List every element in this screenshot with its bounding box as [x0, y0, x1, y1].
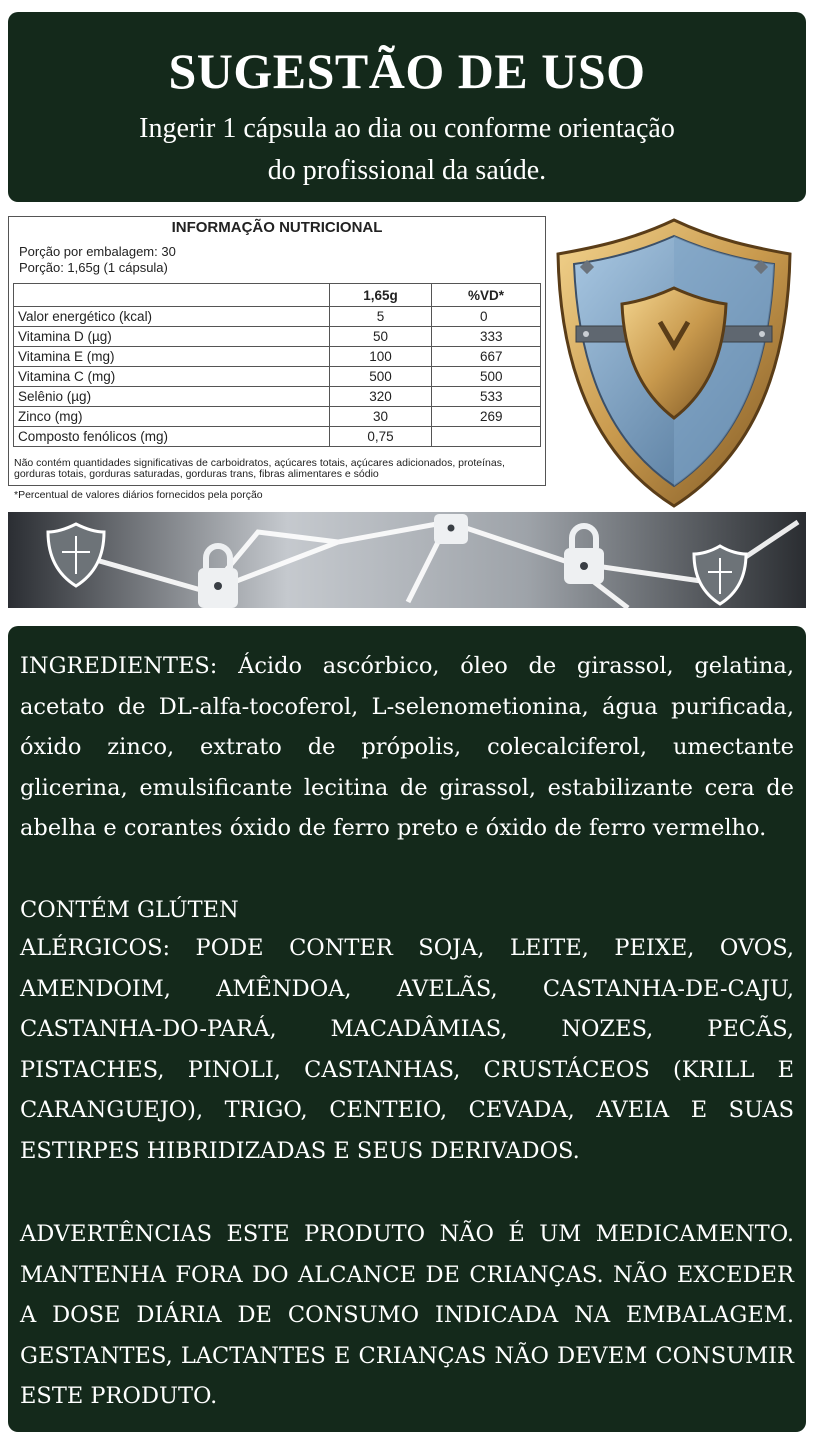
nutrient-name: Selênio (µg) [14, 387, 330, 407]
nutrient-dv [432, 427, 541, 447]
nutrition-footnote: *Percentual de valores diários fornecidos pela porção [14, 489, 263, 501]
nutrient-name: Vitamina E (mg) [14, 347, 330, 367]
nutrition-row [14, 387, 541, 407]
portion-size: Porção: 1,65g (1 cápsula) [19, 260, 168, 275]
header-amount: 1,65g [330, 284, 432, 307]
nutrition-row [14, 427, 541, 447]
nutrient-name: Valor energético (kcal) [14, 307, 330, 327]
nutrient-amount: 100 [330, 347, 432, 367]
nutrient-dv: 500 [432, 367, 541, 387]
nutrient-dv: 269 [432, 407, 541, 427]
header-nutrient [14, 284, 330, 307]
nutrient-amount: 0,75 [330, 427, 432, 447]
allergens-text: ALÉRGICOS: PODE CONTER SOJA, LEITE, PEIXE, OVOS, AMENDOIM, AMÊNDOA, AVELÃS, CASTANHA-DE-CAJU, CASTANHA-DO-PARÁ, MACADÂMIAS, NOZES, PECÃS, PISTACHES, PINOLI, CASTANHAS, CRUSTÁCEOS (KRILL E CARANGUEJO), TRIGO, CENTEIO, CEVADA, AVEIA E SUAS ESTIRPES HIBRIDIZADAS E SEUS DERIVADOS. [20, 935, 794, 1164]
nutrient-name: Composto fenólicos (mg) [14, 427, 330, 447]
nutrition-row [14, 367, 541, 387]
nutrient-dv: 533 [432, 387, 541, 407]
servings-per-package: Porção por embalagem: 30 [19, 244, 176, 259]
usage-text [8, 108, 806, 192]
nutrient-dv: 667 [432, 347, 541, 367]
security-banner-image [8, 512, 806, 608]
usage-panel [8, 12, 806, 202]
nutrient-dv: 0 [432, 307, 541, 327]
nutrition-row [14, 307, 541, 327]
nutrient-amount: 320 [330, 387, 432, 407]
nutrition-note: Não contém quantidades significativas de carboidratos, açúcares totais, açúcares adicionados, proteínas, gorduras totais, gorduras saturadas, gorduras trans, fibras alimentares e sódio [14, 457, 505, 480]
nutrition-row [14, 347, 541, 367]
nutrient-name: Zinco (mg) [14, 407, 330, 427]
usage-line-1: Ingerir 1 cápsula ao dia ou conforme orientação [139, 113, 675, 144]
nutrient-name: Vitamina D (µg) [14, 327, 330, 347]
nutrition-row [14, 327, 541, 347]
ingredients-text: INGREDIENTES: Ácido ascórbico, óleo de girassol, gelatina, acetato de DL-alfa-tocoferol, L-selenometionina, água purificada, óxido zinco, extrato de própolis, colecalciferol, umectante glicerina, emulsificante lecitina de girassol, estabilizante cera de abelha e corantes óxido de ferro preto e óxido de ferro vermelho. [20, 653, 794, 841]
nutrition-header-row [14, 284, 541, 307]
usage-title: SUGESTÃO DE USO [168, 43, 646, 99]
gluten-notice: CONTÉM GLÚTEN [20, 897, 239, 923]
nutrient-amount: 5 [330, 307, 432, 327]
warnings-text: ADVERTÊNCIAS ESTE PRODUTO NÃO É UM MEDICAMENTO. MANTENHA FORA DO ALCANCE DE CRIANÇAS. NÃO EXCEDER A DOSE DIÁRIA DE CONSUMO INDICADA NA EMBALAGEM. GESTANTES, LACTANTES E CRIANÇAS NÃO DEVEM CONSUMIR ESTE PRODUTO. [20, 1221, 794, 1409]
nutrition-row [14, 407, 541, 427]
nutrient-dv: 333 [432, 327, 541, 347]
nutrient-amount: 500 [330, 367, 432, 387]
usage-line-2: do profissional da saúde. [267, 155, 547, 186]
nutrient-amount: 50 [330, 327, 432, 347]
header-dv: %VD* [432, 284, 541, 307]
nutrient-name: Vitamina C (mg) [14, 367, 330, 387]
lock-icon [434, 514, 468, 544]
ingredients-panel [8, 626, 806, 1432]
shield-icon [552, 214, 796, 510]
nutrient-amount: 30 [330, 407, 432, 427]
nutrition-table [13, 283, 541, 447]
nutrition-title: INFORMAÇÃO NUTRICIONAL [171, 219, 383, 236]
nutrition-facts [8, 216, 546, 504]
